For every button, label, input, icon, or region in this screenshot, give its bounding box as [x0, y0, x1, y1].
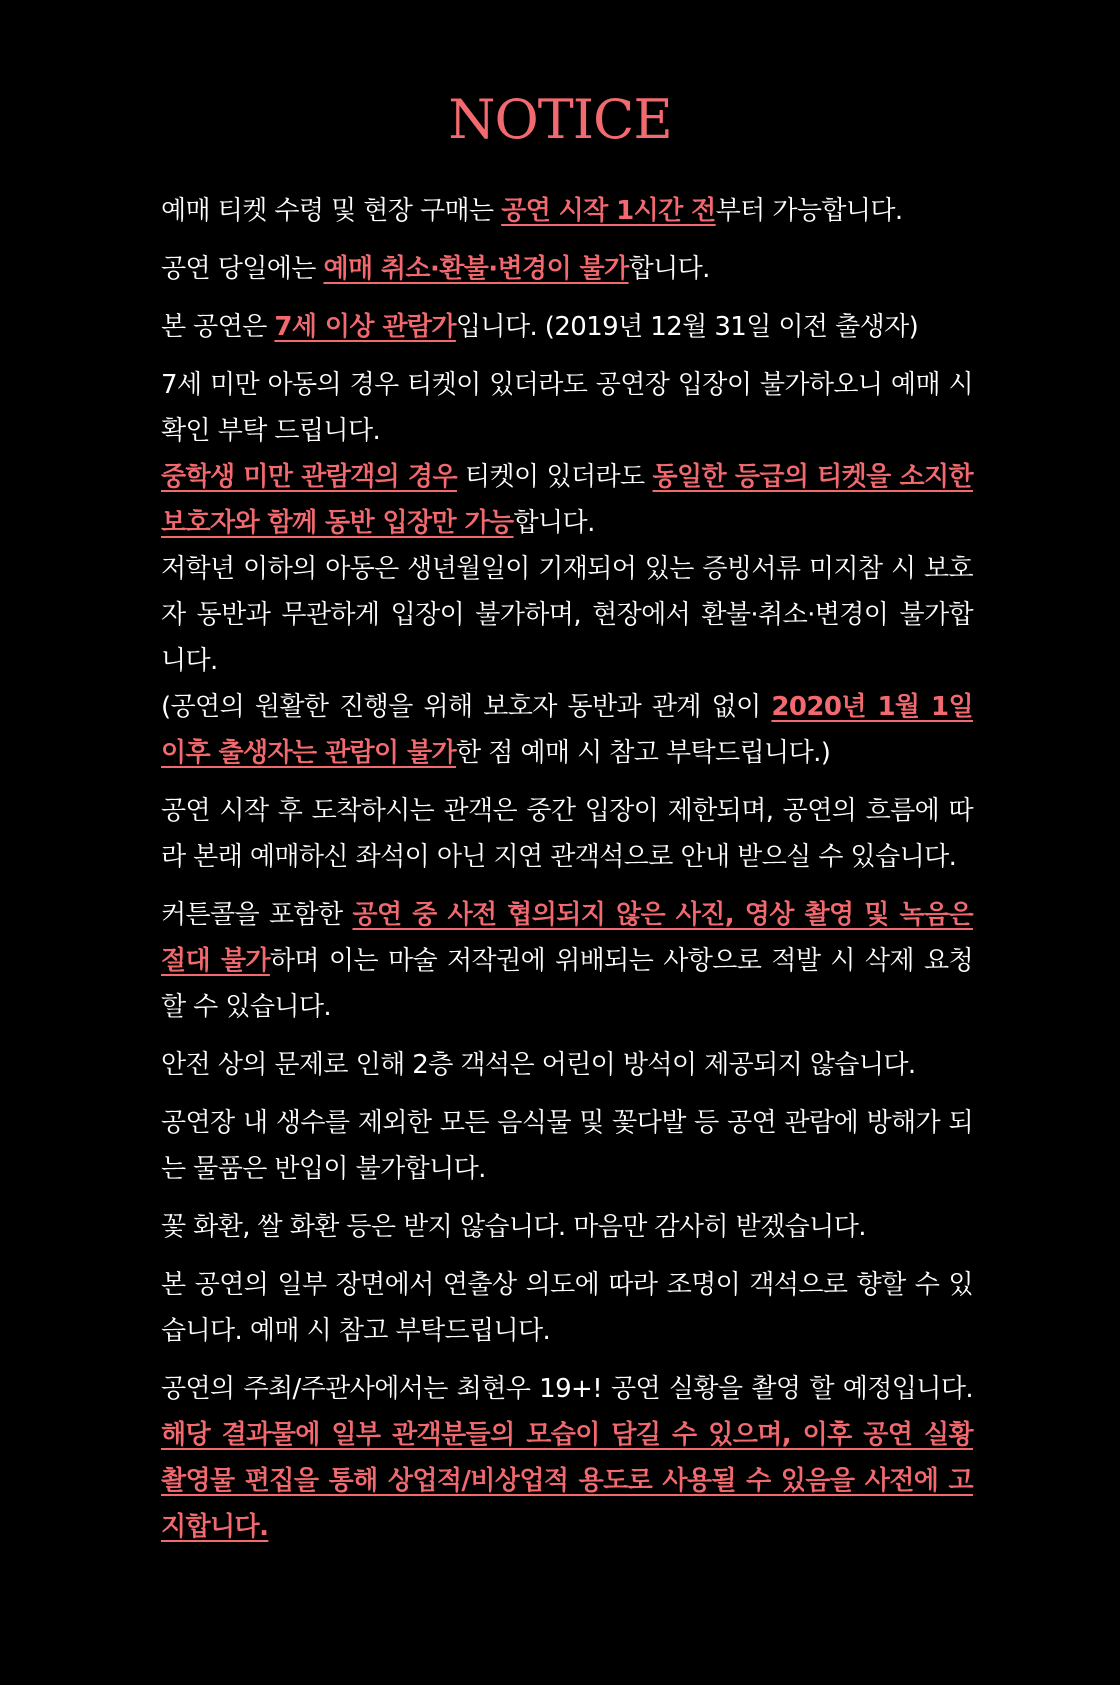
- notice-text: 입니다. (2019년 12월 31일 이전 출생자): [455, 312, 919, 342]
- notice-highlight: 2020년 1월 1일 이후 출생자는 관람이 불가: [161, 692, 973, 768]
- notice-text: 합니다.: [513, 508, 595, 538]
- notice-text: 본 공연의 일부 장면에서 연출상 의도에 따라 조명이 객석으로 향할 수 있습니다. 예매 시 참고 부탁드립니다.: [161, 1270, 973, 1346]
- notice-item: [161, 546, 973, 684]
- notice-text: 예매 티켓 수령 및 현장 구매는: [161, 196, 502, 226]
- notice-highlight: 동일한 등급의 티켓을 소지한 보호자와 함께 동반 입장만 가능: [161, 462, 973, 538]
- notice-item: [161, 188, 973, 234]
- notice-item: [161, 1100, 973, 1192]
- notice-highlight: 공연 시작 1시간 전: [501, 196, 716, 226]
- notice-item: [161, 1204, 973, 1250]
- notice-item: [161, 1262, 973, 1354]
- notice-text: 공연 시작 후 도착하시는 관객은 중간 입장이 제한되며, 공연의 흐름에 따라 본래 예매하신 좌석이 아닌 지연 관객석으로 안내 받으실 수 있습니다.: [161, 796, 973, 872]
- notice-highlight: 중학생 미만 관람객의 경우: [161, 462, 457, 492]
- notice-item: [161, 1366, 973, 1550]
- notice-item: [161, 788, 973, 880]
- notice-text: 저학년 이하의 아동은 생년월일이 기재되어 있는 증빙서류 미지참 시 보호자 동반과 무관하게 입장이 불가하며, 현장에서 환불·취소·변경이 불가합니다.: [161, 554, 973, 676]
- notice-item: [161, 684, 973, 776]
- notice-text: 공연의 주최/주관사에서는 최현우 19+! 공연 실황을 촬영 할 예정입니다.: [161, 1374, 973, 1404]
- notice-text: 한 점 예매 시 참고 부탁드립니다.): [456, 738, 831, 768]
- notice-text: 본 공연은: [161, 312, 275, 342]
- notice-text: 커튼콜을 포함한: [161, 900, 353, 930]
- notice-item: [161, 304, 973, 350]
- notice-text: 7세 미만 아동의 경우 티켓이 있더라도 공연장 입장이 불가하오니 예매 시 확인 부탁 드립니다.: [161, 370, 973, 446]
- notice-highlight: 예매 취소·환불·변경이 불가: [323, 254, 629, 284]
- notice-item: [161, 362, 973, 454]
- notice-list: [161, 188, 973, 1562]
- notice-highlight: 7세 이상 관람가: [274, 312, 456, 342]
- notice-text: 하며 이는 마술 저작권에 위배되는 사항으로 적발 시 삭제 요청할 수 있습니다.: [161, 946, 973, 1022]
- notice-text: 공연 당일에는: [161, 254, 324, 284]
- notice-text: 합니다.: [628, 254, 710, 284]
- notice-text: 꽃 화환, 쌀 화환 등은 받지 않습니다. 마음만 감사히 받겠습니다.: [161, 1212, 866, 1242]
- notice-text: 부터 가능합니다.: [715, 196, 903, 226]
- notice-text: 공연장 내 생수를 제외한 모든 음식물 및 꽃다발 등 공연 관람에 방해가 되는 물품은 반입이 불가합니다.: [161, 1108, 973, 1184]
- notice-item: [161, 1042, 973, 1088]
- notice-text: 안전 상의 문제로 인해 2층 객석은 어린이 방석이 제공되지 않습니다.: [161, 1050, 916, 1080]
- notice-item: [161, 454, 973, 546]
- notice-text: (공연의 원활한 진행을 위해 보호자 동반과 관계 없이: [161, 692, 772, 722]
- notice-item: [161, 246, 973, 292]
- notice-highlight: 해당 결과물에 일부 관객분들의 모습이 담길 수 있으며, 이후 공연 실황 촬영물 편집을 통해 상업적/비상업적 용도로 사용될 수 있음을 사전에 고지합니다.: [161, 1420, 973, 1542]
- notice-text: 티켓이 있더라도: [456, 462, 653, 492]
- notice-item: [161, 892, 973, 1030]
- notice-highlight: 공연 중 사전 협의되지 않은 사진, 영상 촬영 및 녹음은 절대 불가: [161, 900, 973, 976]
- page-title: NOTICE: [448, 88, 672, 151]
